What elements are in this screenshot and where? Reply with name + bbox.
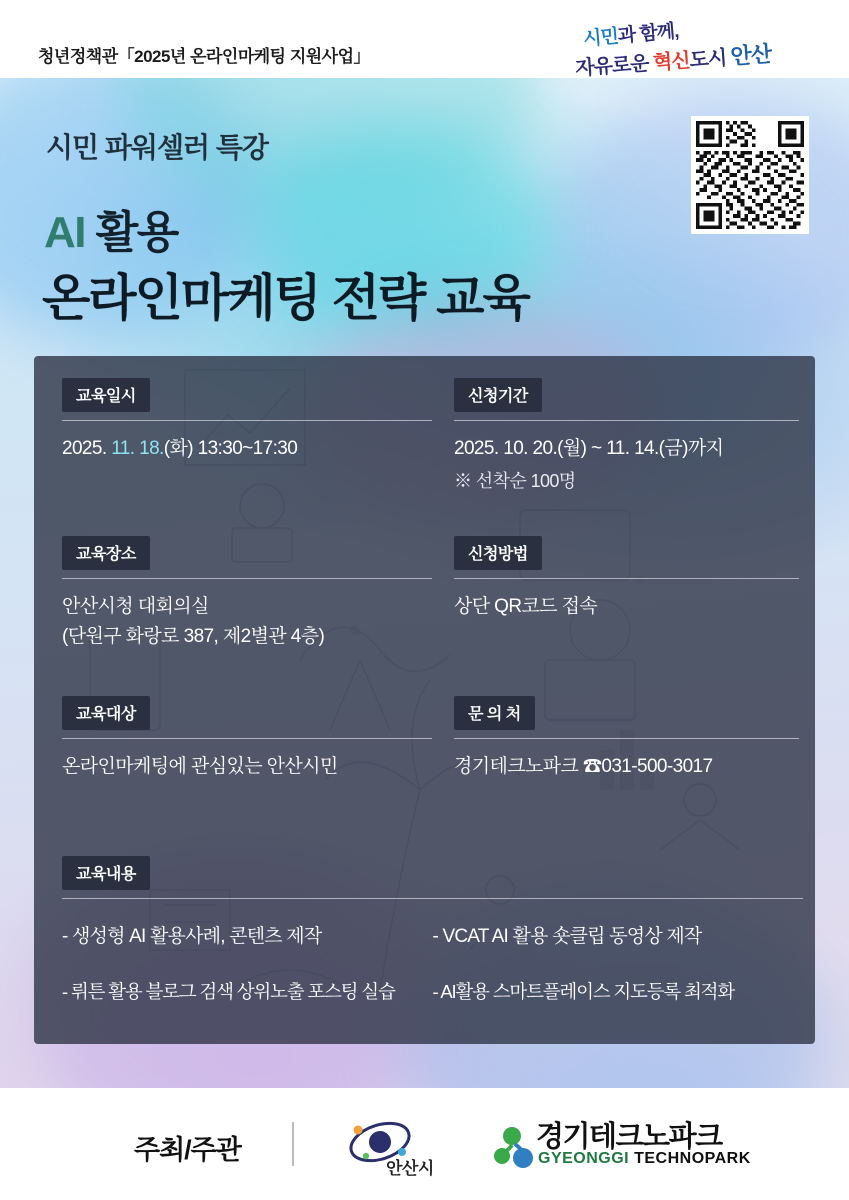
label-place: 교육장소 — [62, 536, 150, 570]
value-place-name: 안산시청 대회의실 — [62, 596, 209, 617]
date-month: 11. — [106, 438, 135, 459]
slogan-line2-c: 도시 — [688, 47, 732, 72]
label-apply-period: 신청기간 — [454, 378, 542, 412]
divider — [62, 578, 432, 579]
poster-subtitle: 시민 파워셀러 특강 — [46, 132, 268, 163]
gtp-logo-en-b: TECHNOPARK — [634, 1150, 751, 1167]
gtp-logo-en-a: GYEONGGI — [538, 1150, 635, 1167]
gtp-logo-en — [538, 1150, 751, 1168]
info-block-apply-method — [454, 536, 799, 621]
title-highlight-ai: AI — [44, 208, 85, 257]
slogan-line2-a: 자유로운 — [574, 52, 654, 80]
list-item: - VCAT AI 활용 숏클립 동영상 제작 — [432, 926, 702, 947]
slogan-line2-d: 안산 — [729, 41, 772, 69]
list-item: - 뤼튼 활용 블로그 검색 상위노출 포스팅 실습 — [62, 981, 395, 1002]
curriculum-list — [62, 921, 803, 1034]
footer-host-label: 주최/주관 — [134, 1135, 241, 1165]
info-block-apply-period — [454, 378, 799, 493]
info-panel — [34, 356, 815, 1044]
city-slogan-logo — [575, 18, 821, 80]
ansan-city-logo-text: 안산시 — [386, 1159, 434, 1178]
title-line1-rest: 활용 — [85, 208, 178, 257]
info-block-target — [62, 696, 432, 781]
divider — [454, 738, 799, 739]
value-date — [62, 435, 432, 463]
list-item: - 생성형 AI 활용사례, 콘텐츠 제작 — [62, 926, 322, 947]
info-block-place — [62, 536, 432, 650]
divider — [62, 898, 803, 899]
slogan-line1-b: 과 함께, — [617, 20, 680, 48]
slogan-line1-a: 시민 — [582, 26, 619, 51]
divider — [62, 420, 432, 421]
value-place-address: (단원구 화랑로 387, 제2별관 4층) — [62, 625, 325, 647]
divider — [454, 420, 799, 421]
program-kicker: 청년정책관「2025년 온라인마케팅 지원사업」 — [38, 47, 371, 66]
label-contact: 문 의 처 — [454, 696, 535, 730]
date-prefix: 2025. — [62, 438, 107, 459]
slogan-line2-b: 혁신 — [652, 49, 691, 75]
label-date: 교육일시 — [62, 378, 150, 412]
info-block-contact — [454, 696, 799, 781]
label-curriculum: 교육내용 — [62, 856, 150, 890]
qr-code[interactable] — [691, 116, 809, 234]
divider — [454, 578, 799, 579]
note-capacity: ※ 선착순 100명 — [454, 470, 576, 491]
info-block-date — [62, 378, 432, 463]
divider — [62, 738, 432, 739]
poster-title-line2: 온라인마케팅 전략 교육 — [42, 270, 529, 326]
date-day: 18. — [134, 438, 164, 459]
date-suffix: (화) 13:30~17:30 — [163, 438, 298, 459]
poster-title-line1 — [44, 196, 178, 260]
value-apply-period: 2025. 10. 20.(월) ~ 11. 14.(금)까지 — [454, 438, 724, 459]
info-block-curriculum — [62, 856, 803, 1034]
footer-divider — [292, 1122, 294, 1166]
value-apply-method: 상단 QR코드 접속 — [454, 596, 598, 617]
gtp-logo-ko: 경기테크노파크 — [536, 1121, 722, 1153]
value-contact: 경기테크노파크 ☎031-500-3017 — [454, 756, 713, 777]
label-target: 교육대상 — [62, 696, 150, 730]
footer-bar — [0, 1088, 849, 1200]
list-item: - AI활용 스마트플레이스 지도등록 최적화 — [432, 981, 735, 1002]
header-bar — [0, 0, 849, 88]
label-apply-method: 신청방법 — [454, 536, 542, 570]
value-target: 온라인마케팅에 관심있는 안산시민 — [62, 756, 338, 777]
